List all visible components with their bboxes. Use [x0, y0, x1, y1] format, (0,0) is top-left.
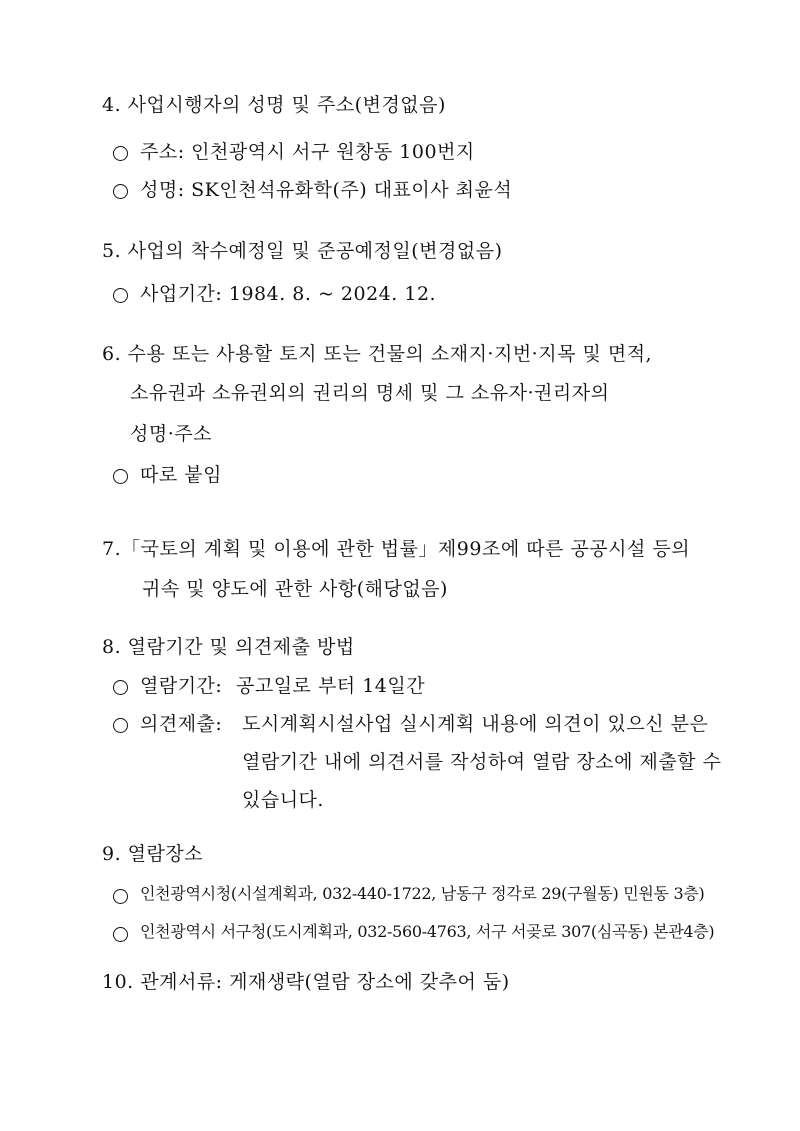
circle-bullet-icon [113, 718, 128, 733]
section-8-opinion-line-3: 있습니다. [242, 789, 324, 811]
circle-bullet-icon [113, 927, 128, 942]
circle-bullet-icon [113, 146, 128, 161]
section-9-location-1: 인천광역시청(시설계획과, 032-440-1722, 남동구 정각로 29(구월동) 민원동 3층) [140, 884, 705, 903]
section-8-heading: 8. 열람기간 및 의견제출 방법 [102, 636, 355, 658]
section-5-heading: 5. 사업의 착수예정일 및 준공예정일(변경없음) [102, 240, 503, 262]
section-6-heading-line-2: 소유권과 소유권외의 권리의 명세 및 그 소유자·권리자의 [130, 382, 610, 404]
section-4-name: 성명: SK인천석유화학(주) 대표이사 최윤석 [140, 179, 513, 201]
circle-bullet-icon [113, 288, 128, 303]
section-8-opinion-line-2: 열람기간 내에 의견서를 작성하여 열람 장소에 제출할 수 [242, 751, 722, 773]
section-8-period-label: 열람기간: [140, 675, 223, 697]
circle-bullet-icon [113, 469, 128, 484]
section-8-period-value: 공고일로 부터 14일간 [236, 675, 426, 697]
section-6-heading-line-3: 성명·주소 [130, 423, 212, 445]
circle-bullet-icon [113, 889, 128, 904]
section-4-heading: 4. 사업시행자의 성명 및 주소(변경없음) [102, 94, 446, 116]
section-7-heading-line-2: 귀속 및 양도에 관한 사항(해당없음) [142, 578, 448, 600]
section-9-heading: 9. 열람장소 [102, 843, 204, 865]
section-4-address: 주소: 인천광역시 서구 원창동 100번지 [140, 141, 475, 163]
section-7-heading-line-1: 7.「국토의 계획 및 이용에 관한 법률」제99조에 따른 공공시설 등의 [102, 538, 691, 560]
circle-bullet-icon [113, 184, 128, 199]
circle-bullet-icon [113, 680, 128, 695]
section-9-location-2: 인천광역시 서구청(도시계획과, 032-560-4763, 서구 서곶로 307(심곡동) 본관4층) [140, 922, 715, 941]
section-5-period: 사업기간: 1984. 8. ~ 2024. 12. [140, 283, 437, 305]
section-8-opinion-line-1: 도시계획시설사업 실시계획 내용에 의견이 있으신 분은 [242, 713, 709, 735]
section-6-attachment: 따로 붙임 [140, 464, 222, 486]
section-6-heading-line-1: 6. 수용 또는 사용할 토지 또는 건물의 소재지·지번·지목 및 면적, [102, 343, 653, 365]
section-10-heading: 10. 관계서류: 게재생략(열람 장소에 갖추어 둠) [102, 971, 510, 993]
section-8-opinion-label: 의견제출: [140, 713, 223, 735]
